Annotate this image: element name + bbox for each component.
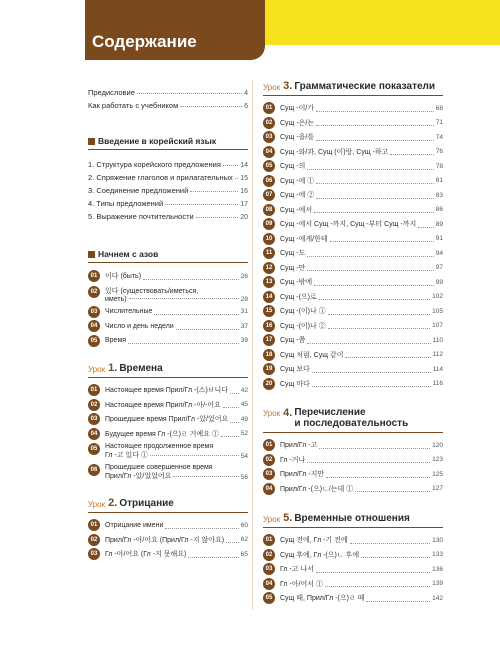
toc-entry-howto[interactable]: Как работать с учебником 6: [88, 101, 248, 110]
square-bullet-icon: [88, 138, 95, 145]
header-left-blank: [0, 0, 85, 45]
toc-entry[interactable]: 4. Типы предложений 17: [88, 199, 248, 208]
lesson-heading-3: Урок 3. Грамматические показатели: [263, 80, 443, 96]
toc-entry[interactable]: 03 Числительные 31: [88, 305, 248, 320]
toc-entry[interactable]: 02 있다 (существовать/иметься, иметь) 28: [88, 284, 248, 305]
toc-entry[interactable]: 02 Сущ 후에, Гл -(으)ㄴ 후에 133: [263, 548, 443, 563]
lesson-heading-1: Урок 1. Времена: [88, 362, 248, 378]
toc-entry[interactable]: 3. Соединение предложений 16: [88, 186, 248, 195]
toc-entry[interactable]: 06 Сущ -에 ① 81: [263, 174, 443, 189]
toc-entry[interactable]: 15 Сущ -(이)나 ① 105: [263, 304, 443, 319]
toc-entry[interactable]: 20 Сущ 마다 116: [263, 377, 443, 392]
toc-entry[interactable]: 05 Время 39: [88, 334, 248, 349]
toc-entry[interactable]: 02 Настоящее время Прил/Гл -아/-어요 45: [88, 398, 248, 413]
toc-entry[interactable]: 02 Прил/Гл -아/어요 (Прил/Гл -지 않아요) 62: [88, 533, 248, 548]
toc-entry[interactable]: 04 Сущ -와/과, Сущ (이)랑, Сущ -하고 76: [263, 145, 443, 160]
toc-entry[interactable]: 06 Прошедшее совершенное время Прил/Гл -았/었었어요 56: [88, 462, 248, 483]
page-title: Содержание: [92, 32, 197, 51]
right-column: [263, 80, 443, 606]
toc-entry-preface[interactable]: Предисловие 4: [88, 88, 248, 97]
toc-entry[interactable]: 07 Сущ -에 ② 83: [263, 188, 443, 203]
toc-entry[interactable]: 03 Гл -고 나서 136: [263, 562, 443, 577]
toc-entry[interactable]: 1. Структура корейского предложения 14: [88, 160, 248, 169]
toc-entry[interactable]: 04 Число и день недели 37: [88, 319, 248, 334]
toc-entry[interactable]: 03 Сущ -을/를 74: [263, 130, 443, 145]
header-band: [0, 0, 500, 60]
lesson-heading-2: Урок 2. Отрицание: [88, 497, 248, 513]
toc-entry[interactable]: 03 Гл -아/어요 (Гл -지 못해요) 65: [88, 547, 248, 562]
toc-entry[interactable]: 01 Настоящее время Прил/Гл -(스)ㅂ니다 42: [88, 383, 248, 398]
toc-entry[interactable]: 11 Сущ -도 94: [263, 246, 443, 261]
lesson-heading-4: Урок 4. Перечисление и последовательность: [263, 407, 443, 433]
toc-entry[interactable]: 02 Сущ -은/는 71: [263, 116, 443, 131]
toc-entry[interactable]: 01 Отрицание имени 60: [88, 518, 248, 533]
toc-entry[interactable]: 05 Настоящее продолженное время Гл -고 있다 ① 54: [88, 441, 248, 462]
section-heading-intro: Введение в корейский язык: [88, 136, 248, 150]
toc-entry[interactable]: 19 Сущ 보다 114: [263, 362, 443, 377]
toc-entry[interactable]: 02 Гл -거나 123: [263, 453, 443, 468]
toc-entry[interactable]: 12 Сущ -만 97: [263, 261, 443, 276]
toc-entry[interactable]: 5. Выражение почтительности 20: [88, 212, 248, 221]
toc-entry[interactable]: 01 Прил/Гл -고 120: [263, 438, 443, 453]
section-heading-basics: Начнем с азов: [88, 249, 248, 263]
toc-entry[interactable]: 09 Сущ -에서 Сущ -까지, Сущ -부터 Сущ -까지 89: [263, 217, 443, 232]
toc-entry[interactable]: 04 Будущее время Гл -(으)ㄹ 거예요 ① 52: [88, 427, 248, 442]
toc-entry[interactable]: 01 Сущ -이/가 68: [263, 101, 443, 116]
toc-entry[interactable]: 01 Сущ 전에, Гл -기 전에 130: [263, 533, 443, 548]
column-divider: [252, 80, 253, 610]
toc-entry[interactable]: 05 Сущ -의 78: [263, 159, 443, 174]
toc-entry[interactable]: 14 Сущ -(으)로 102: [263, 290, 443, 305]
toc-entry[interactable]: 17 Сущ -쯤 110: [263, 333, 443, 348]
toc-entry[interactable]: 2. Спряжение глаголов и прилагательных 15: [88, 173, 248, 182]
toc-entry[interactable]: 03 Прил/Гл -지만 125: [263, 467, 443, 482]
lesson-heading-5: Урок 5. Временные отношения: [263, 512, 443, 528]
toc-entry[interactable]: 18 Сущ 처럼, Сущ 같이 112: [263, 348, 443, 363]
toc-entry[interactable]: 13 Сущ -밖에 99: [263, 275, 443, 290]
toc-entry[interactable]: 04 Гл -아/어서 ① 139: [263, 577, 443, 592]
toc-entry[interactable]: 04 Прил/Гл -(으)ㄴ/는데 ① 127: [263, 482, 443, 497]
toc-entry[interactable]: 01 이다 (быть) 26: [88, 269, 248, 284]
square-bullet-icon: [88, 251, 95, 258]
toc-entry[interactable]: 16 Сущ -(이)나 ② 107: [263, 319, 443, 334]
toc-entry[interactable]: 08 Сущ -에서 86: [263, 203, 443, 218]
toc-entry[interactable]: 05 Сущ 때, Прил/Гл -(으)ㄹ 때 142: [263, 591, 443, 606]
toc-entry[interactable]: 03 Прошедшее время Прил/Гл -았/었어요 49: [88, 412, 248, 427]
left-column: [88, 84, 248, 562]
toc-entry[interactable]: 10 Сущ -에게/한테 91: [263, 232, 443, 247]
